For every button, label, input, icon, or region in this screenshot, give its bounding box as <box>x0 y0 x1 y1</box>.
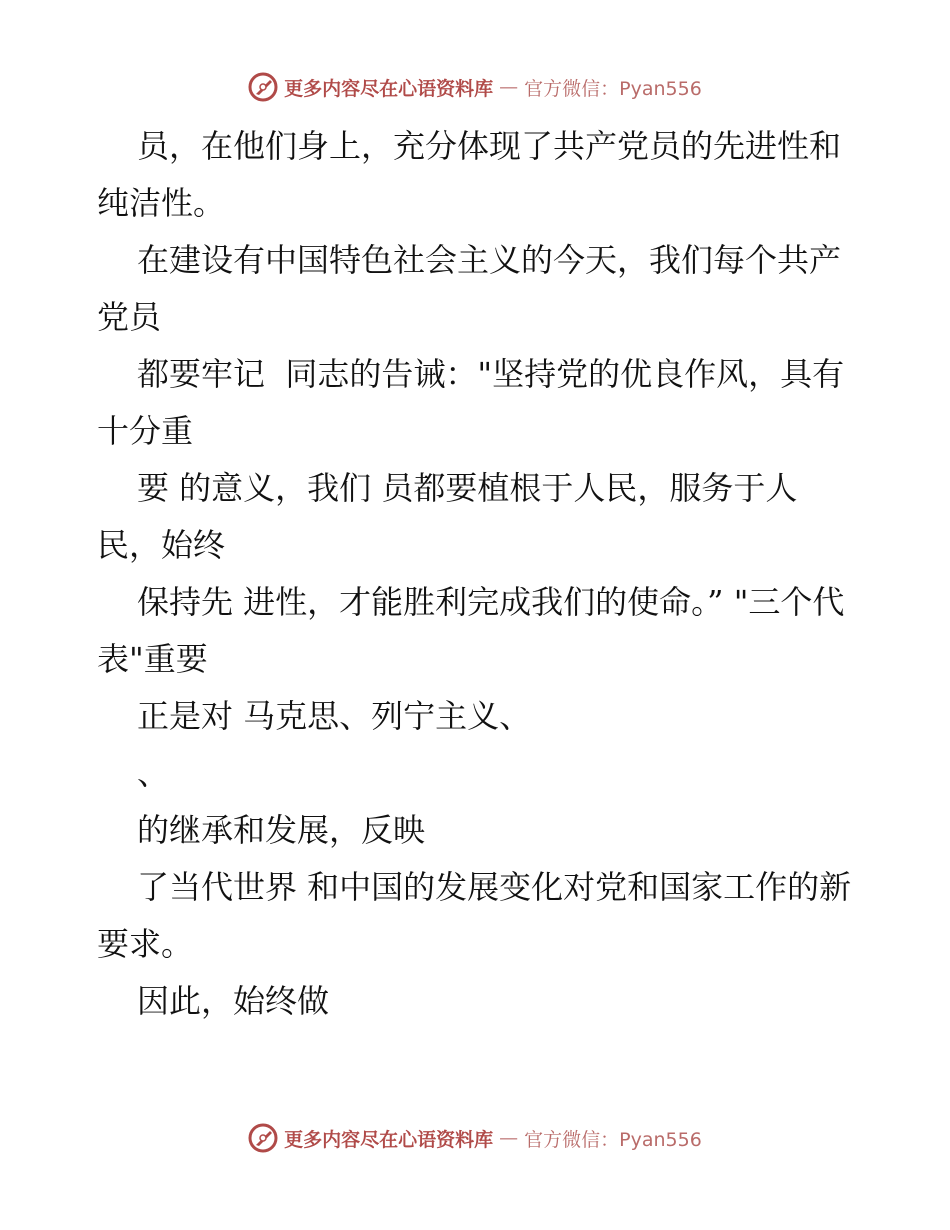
paragraph-9: 了当代世界 和中国的发展变化对党和国家工作的新要求。 <box>97 868 852 963</box>
watermark-contact: 官方微信：Pyan556 <box>524 77 702 100</box>
quill-seal-icon <box>248 1123 278 1153</box>
paragraph-8: 的继承和发展，反映 <box>137 811 426 849</box>
paragraph-5: 保持先 进性，才能胜利完成我们的使命。” "三个代表"重要 <box>97 583 845 678</box>
paragraph-4: 要 的意义，我们 员都要植根于人民，服务于人民，始终 <box>97 469 798 564</box>
paragraph-10: 因此，始终做 <box>137 982 330 1020</box>
quill-seal-icon <box>248 72 278 102</box>
paragraph-1: 员，在他们身上，充分体现了共产党员的先进性和纯洁性。 <box>97 127 842 222</box>
paragraph-7: 、 <box>137 754 170 792</box>
document-body <box>97 118 857 1030</box>
paragraph-3: 都要牢记 同志的告诫："坚持党的优良作风，具有十分重 <box>97 355 845 450</box>
watermark-dash: — <box>499 76 519 98</box>
header-watermark <box>0 72 950 102</box>
paragraph-2: 在建设有中国特色社会主义的今天，我们每个共产党员 <box>97 241 842 336</box>
watermark-site-name: 更多内容尽在心语资料库 <box>284 1128 494 1151</box>
watermark-dash: — <box>499 1127 519 1149</box>
paragraph-6: 正是对 马克思、列宁主义、 <box>137 697 532 735</box>
watermark-contact: 官方微信：Pyan556 <box>524 1128 702 1151</box>
footer-watermark <box>0 1123 950 1153</box>
watermark-site-name: 更多内容尽在心语资料库 <box>284 77 494 100</box>
